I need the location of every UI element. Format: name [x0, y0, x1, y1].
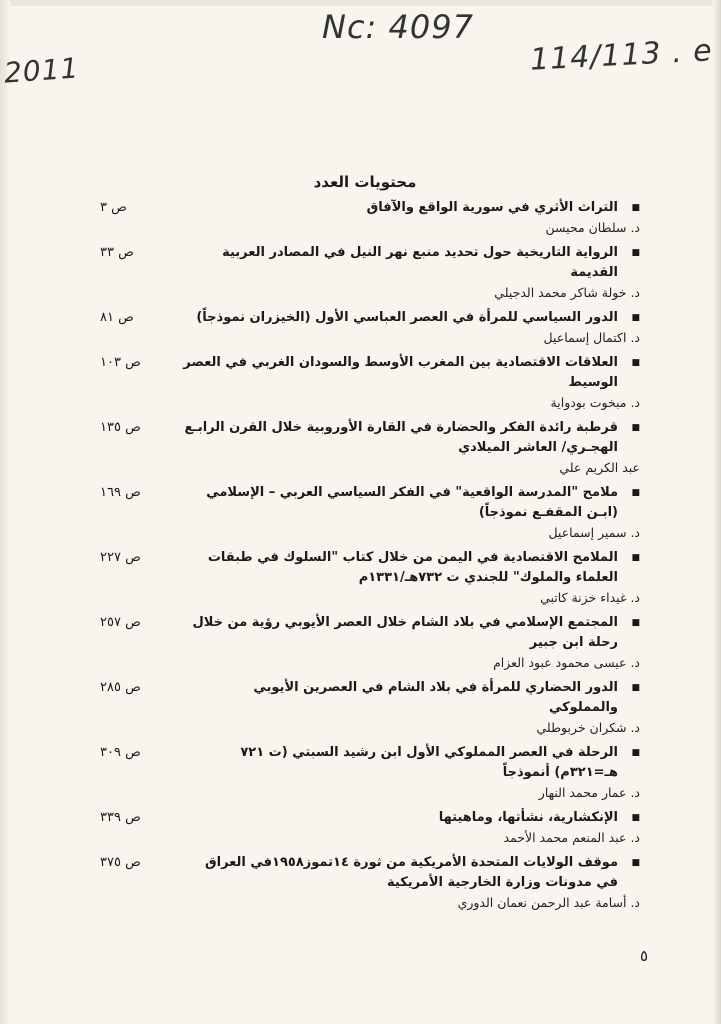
- page-title: محتويات العدد: [313, 173, 417, 191]
- toc-entry-author: د. غيداء خزنة كاتبي: [540, 590, 640, 605]
- toc-entry-title: الرواية التاريخية حول تحديد منبع نهر النيل في المصادر العربية القديمة: [222, 245, 618, 280]
- page-edge-top: [0, 0, 721, 6]
- bullet-icon: ■: [631, 748, 640, 758]
- toc-entry-author: د. أسامة عبد الرحمن نعمان الدوري: [457, 895, 640, 910]
- toc-entry-author: د. مبخوت بودواية: [550, 395, 640, 410]
- toc-entry-row: [100, 548, 640, 588]
- bullet-icon: ■: [631, 553, 640, 563]
- page-edge-left: [0, 0, 10, 1024]
- bullet-icon: ■: [631, 488, 640, 498]
- bullet-icon: ■: [631, 248, 640, 258]
- toc-entry-row: [100, 483, 640, 523]
- toc-entry-title: التراث الأثري في سورية الواقع والآفاق: [366, 200, 618, 215]
- toc-entry-author: د. شكران خربوطلي: [536, 720, 640, 735]
- toc-entry-row: [100, 853, 640, 893]
- toc-entry: [100, 483, 640, 542]
- toc-entry: [100, 353, 640, 412]
- toc-entry-row: [100, 198, 640, 218]
- toc-entry: [100, 853, 640, 912]
- toc-entry-author: د. سمير إسماعيل: [548, 525, 640, 540]
- handwritten-year: 2011: [2, 51, 81, 90]
- bullet-icon: ■: [631, 423, 640, 433]
- toc-entry-page: ص ٣٧٥: [100, 855, 141, 870]
- toc-entry: [100, 808, 640, 847]
- toc-entry-author: د. عبد المنعم محمد الأحمد: [503, 830, 640, 845]
- toc-entry: [100, 613, 640, 672]
- toc-entry: [100, 308, 640, 347]
- toc-entry-title: موقف الولايات المتحدة الأمريكية من ثورة ١٤تموز١٩٥٨في العراق في مدونات وزارة الخارجية الأمريكية: [205, 855, 618, 890]
- toc-entry-author: د. سلطان محيسن: [545, 220, 640, 235]
- toc-entry-row: [100, 743, 640, 783]
- toc-entry-page: ص ٣٠٩: [100, 745, 141, 760]
- toc-entry-author: د. عيسى محمود عبود العزام: [493, 655, 640, 670]
- toc-entry-author: د. عمار محمد النهار: [538, 785, 640, 800]
- toc-entry-row: [100, 613, 640, 653]
- toc-entry: [100, 418, 640, 477]
- toc-entry-page: ص ٢٢٧: [100, 550, 141, 565]
- table-of-contents: [100, 198, 640, 918]
- toc-entry-page: ص ١٠٣: [100, 355, 141, 370]
- toc-entry-title: قرطبة رائدة الفكر والحضارة في القارة الأوروبية خلال القرن الرابـع الهجـري/ العاشر الميلادي: [184, 420, 618, 455]
- toc-entry-row: [100, 243, 640, 283]
- handwritten-ref: 114/113 . e: [529, 33, 714, 78]
- page-edge-right: [713, 0, 721, 1024]
- handwritten-number: Nc: 4097: [322, 8, 474, 46]
- bullet-icon: ■: [631, 813, 640, 823]
- toc-entry-row: [100, 808, 640, 828]
- toc-entry-page: ص ١٣٥: [100, 420, 141, 435]
- toc-entry: [100, 743, 640, 802]
- toc-entry-author: د. اكتمال إسماعيل: [543, 330, 640, 345]
- toc-entry-author: عبد الكريم علي: [559, 460, 640, 475]
- bullet-icon: ■: [631, 618, 640, 628]
- bullet-icon: ■: [631, 858, 640, 868]
- toc-entry-author: د. خولة شاكر محمد الدجيلي: [494, 285, 640, 300]
- toc-entry-title: الرحلة في العصر المملوكي الأول ابن رشيد السبتي (ت ٧٢١ هـ=٣٢١م) أنموذجاً: [240, 745, 618, 780]
- toc-entry-page: ص ٢٨٥: [100, 680, 141, 695]
- toc-entry-title: الإنكشارية، نشأتها، وماهيتها: [438, 810, 618, 825]
- toc-entry-row: [100, 418, 640, 458]
- bullet-icon: ■: [631, 683, 640, 693]
- toc-entry-title: الدور السياسي للمرأة في العصر العباسي الأول (الخيزران نموذجاً): [196, 310, 618, 325]
- toc-entry: [100, 548, 640, 607]
- toc-entry-page: ص ٣٣: [100, 245, 134, 260]
- page-number: ٥: [640, 947, 649, 965]
- toc-entry-row: [100, 308, 640, 328]
- toc-entry-title: العلاقات الاقتصادية بين المغرب الأوسط والسودان الغربي في العصر الوسيط: [183, 355, 618, 390]
- toc-entry-title: المجتمع الإسلامي في بلاد الشام خلال العصر الأيوبي رؤية من خلال رحلة ابن جبير: [192, 615, 618, 650]
- toc-entry-title: الدور الحضاري للمرأة في بلاد الشام في العصرين الأيوبي والمملوكي: [253, 680, 618, 715]
- toc-entry: [100, 678, 640, 737]
- toc-entry-title: الملامح الاقتصادية في اليمن من خلال كتاب "السلوك في طبقات العلماء والملوك" للجندي ت ٧٣٢هـ/١٣٣١م: [207, 550, 618, 585]
- toc-entry-page: ص ٣٣٩: [100, 810, 141, 825]
- toc-entry-page: ص ١٦٩: [100, 485, 141, 500]
- toc-entry-title: ملامح "المدرسة الواقعية" في الفكر السياسي العربي – الإسلامي (ابـن المقفـع نموذجاً): [206, 485, 618, 520]
- toc-entry: [100, 243, 640, 302]
- toc-entry-page: ص ٣: [100, 200, 127, 215]
- bullet-icon: ■: [631, 358, 640, 368]
- toc-entry-page: ص ٢٥٧: [100, 615, 141, 630]
- bullet-icon: ■: [631, 313, 640, 323]
- toc-entry-page: ص ٨١: [100, 310, 134, 325]
- toc-entry-row: [100, 353, 640, 393]
- toc-entry: [100, 198, 640, 237]
- bullet-icon: ■: [631, 203, 640, 213]
- toc-entry-row: [100, 678, 640, 718]
